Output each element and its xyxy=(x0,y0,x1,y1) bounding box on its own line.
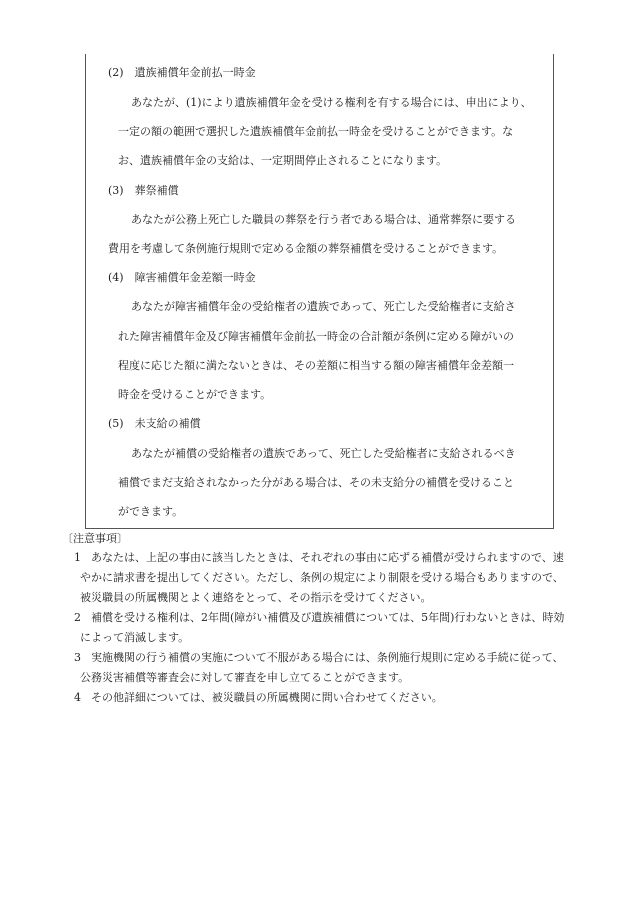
section-heading: (4) 障害補償年金差額一時金 xyxy=(108,271,256,284)
notes-title: 〔注意事項〕 xyxy=(62,532,128,545)
section-text: あなたが補償の受給権者の遺族であって、死亡した受給権者に支給されるべき xyxy=(131,447,516,460)
section-heading: (5) 未支給の補償 xyxy=(108,417,201,430)
note-text: 補償を受ける権利は、2年間(障がい補償及び遺族補償については、5年間)行わないときは、時効 xyxy=(91,611,565,624)
note-number: 4 xyxy=(74,691,82,704)
section-text: 費用を考慮して条例施行規則で定める金額の葬祭補償を受けることができます。 xyxy=(108,242,504,255)
section-text: 程度に応じた額に満たないときは、その差額に相当する額の障害補償年金差額一 xyxy=(118,359,514,372)
section-text: お、遺族補償年金の支給は、一定期間停止されることになります。 xyxy=(118,154,448,167)
note-number: 3 xyxy=(74,651,82,664)
note-text: によって消滅します。 xyxy=(80,631,190,644)
section-text: あなたが障害補償年金の受給権者の遺族であって、死亡した受給権者に支給さ xyxy=(131,300,516,313)
note-text: あなたは、上記の事由に該当したときは、それぞれの事由に応ずる補償が受けられますので、速 xyxy=(91,551,564,564)
section-text: 時金を受けることができます。 xyxy=(118,388,272,401)
note-text: やかに請求書を提出してください。ただし、条例の規定により制限を受ける場合もありますので、 xyxy=(80,571,564,584)
section-text: 一定の額の範囲で選択した遺族補償年金前払一時金を受けることができます。な xyxy=(118,125,514,138)
note-text: 公務災害補償等審査会に対して審査を申し立てることができます。 xyxy=(80,671,410,684)
section-heading: (2) 遺族補償年金前払一時金 xyxy=(108,66,256,79)
note-text: 被災職員の所属機関とよく連絡をとって、その指示を受けてください。 xyxy=(80,591,432,604)
note-text: 実施機関の行う補償の実施について不服がある場合には、条例施行規則に定める手続に従って、 xyxy=(91,651,564,664)
note-text: その他詳細については、被災職員の所属機関に問い合わせてください。 xyxy=(91,691,443,704)
section-text: ができます。 xyxy=(118,505,184,518)
note-number: 1 xyxy=(74,551,82,564)
section-heading: (3) 葬祭補償 xyxy=(108,184,179,197)
section-text: あなたが、(1)により遺族補償年金を受ける権利を有する場合には、申出により、 xyxy=(131,96,532,109)
section-text: 補償でまだ支給されなかった分がある場合は、その未支給分の補償を受けること xyxy=(118,476,514,489)
note-number: 2 xyxy=(74,611,82,624)
section-text: れた障害補償年金及び障害補償年金前払一時金の合計額が条例に定める障がいの xyxy=(118,330,514,343)
section-text: あなたが公務上死亡した職員の葬祭を行う者である場合は、通常葬祭に要する xyxy=(131,213,516,226)
